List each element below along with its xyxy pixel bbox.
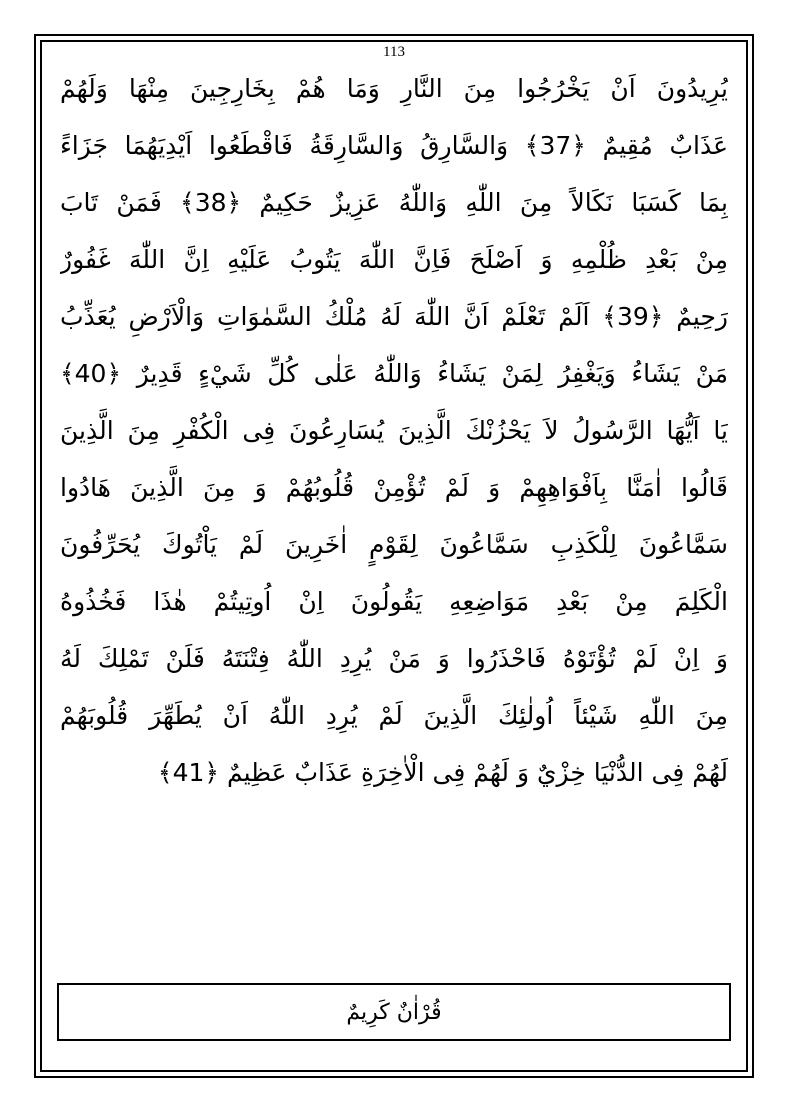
footer-title: قُرْاٰنٌ كَرِيمٌ — [346, 999, 442, 1025]
verse-line: الْكَلِمَ مِنْ بَعْدِ مَوَاضِعِهِ يَقُولُونَ اِنْ اُوتِيتُمْ هٰذَا فَخُذُوهُ — [60, 587, 728, 616]
verse-line: مِنَ اللّٰهِ شَيْئاً اُولٰئِكَ الَّذِينَ لَمْ يُرِدِ اللّٰهُ اَنْ يُطَهِّرَ قُلُوبَهُمْ — [60, 701, 728, 730]
verse-line: قَالُوا اٰمَنَّا بِاَفْوَاهِهِمْ وَ لَمْ تُؤْمِنْ قُلُوبُهُمْ وَ مِنَ الَّذِينَ هَادُوا — [60, 473, 728, 502]
verse-line: يُرِيدُونَ اَنْ يَخْرُجُوا مِنَ النَّارِ وَمَا هُمْ بِخَارِجِينَ مِنْهَا وَلَهُمْ — [60, 74, 728, 103]
verse-line: بِمَا كَسَبَا نَكَالاً مِنَ اللّٰهِ وَاللّٰهُ عَزِيزٌ حَكِيمٌ ﴿38﴾ فَمَنْ تَابَ — [60, 188, 728, 217]
verse-line: مَنْ يَشَاءُ وَيَغْفِرُ لِمَنْ يَشَاءُ وَاللّٰهُ عَلٰى كُلِّ شَيْءٍ قَدِيرٌ ﴿40﴾ — [60, 359, 728, 388]
verse-line: رَحِيمٌ ﴿39﴾ اَلَمْ تَعْلَمْ اَنَّ اللّٰهَ لَهُ مُلْكُ السَّمٰوَاتِ وَالْاَرْضِ يُعَذِّبُ — [60, 302, 728, 331]
verse-line: يَا اَيُّهَا الرَّسُولُ لاَ يَحْزُنْكَ الَّذِينَ يُسَارِعُونَ فِى الْكُفْرِ مِنَ الَّذِينَ — [60, 416, 728, 445]
verse-line: عَذَابٌ مُقِيمٌ ﴿37﴾ وَالسَّارِقُ وَالسَّارِقَةُ فَاقْطَعُوا اَيْدِيَهُمَا جَزَاءً — [60, 131, 728, 160]
verse-line: مِنْ بَعْدِ ظُلْمِهِ وَ اَصْلَحَ فَاِنَّ اللّٰهَ يَتُوبُ عَلَيْهِ اِنَّ اللّٰهَ غَفُورٌ — [60, 245, 728, 274]
footer-box — [57, 983, 731, 1041]
verse-line: لَهُمْ فِى الدُّنْيَا خِزْيٌ وَ لَهُمْ فِى الْاٰخِرَةِ عَذَابٌ عَظِيمٌ ﴿41﴾ — [157, 758, 728, 787]
verse-text-block — [60, 60, 728, 801]
verse-line: سَمَّاعُونَ لِلْكَذِبِ سَمَّاعُونَ لِقَوْمٍ اٰخَرِينَ لَمْ يَاْتُوكَ يُحَرِّفُونَ — [60, 530, 728, 559]
page-number: 113 — [383, 44, 405, 60]
verse-line: وَ اِنْ لَمْ تُؤْتَوْهُ فَاحْذَرُوا وَ مَنْ يُرِدِ اللّٰهُ فِتْنَتَهُ فَلَنْ تَمْلِكَ لَهُ — [60, 644, 728, 673]
